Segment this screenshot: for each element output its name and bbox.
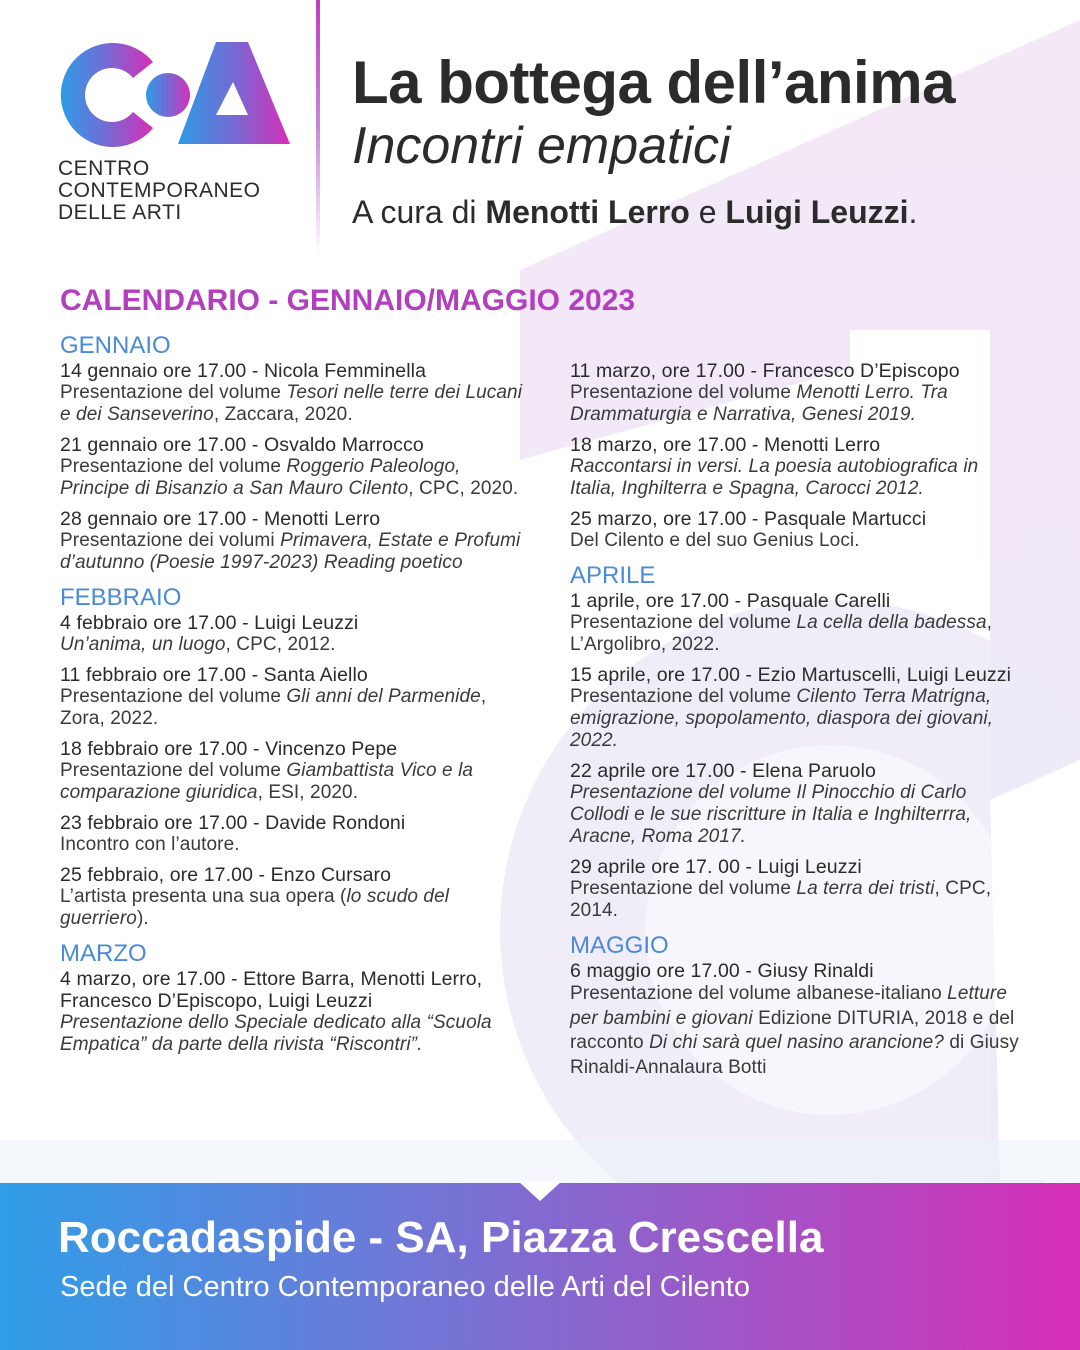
calendar-column-right — [570, 360, 1020, 1088]
event-item — [60, 434, 530, 500]
curators-line — [352, 192, 955, 232]
venue-subtitle: Sede del Centro Contemporaneo delle Arti del Cilento — [60, 1271, 750, 1303]
event-description: Incontro con l’autore. — [60, 834, 240, 855]
event-item — [570, 856, 1020, 922]
event-item — [570, 360, 1020, 426]
event-description: Presentazione dello Speciale dedicato alla “Scuola Empatica” da parte della rivista “Riscontri”. — [60, 1012, 492, 1055]
event-description: Presentazione del volume Roggerio Paleologo, Principe di Bisanzio a San Mauro Cilento, CPC, 2020. — [60, 456, 519, 499]
month-heading-gennaio: GENNAIO — [60, 332, 171, 359]
event-item — [570, 590, 1020, 656]
event-title: 1 aprile, ore 17.00 - Pasquale Carelli — [570, 590, 891, 612]
event-title: 18 febbraio ore 17.00 - Vincenzo Pepe — [60, 738, 398, 760]
footer-notch-arrow-icon — [518, 1181, 562, 1201]
event-item — [60, 360, 530, 426]
event-description: Presentazione del volume Il Pinocchio di Carlo Collodi e le sue riscritture in Italia e Inghilterrra, Aracne, Roma 2017. — [570, 782, 972, 847]
event-title: 6 maggio ore 17.00 - Giusy Rinaldi — [570, 960, 874, 982]
header — [352, 50, 955, 232]
event-item — [60, 812, 530, 856]
event-title: 25 marzo, ore 17.00 - Pasquale Martucci — [570, 508, 927, 530]
logo-line-3: DELLE ARTI — [58, 201, 182, 224]
event-description: Presentazione del volume La cella della badessa, L’Argolibro, 2022. — [570, 612, 993, 655]
event-item — [60, 968, 530, 1056]
event-title: 18 marzo, ore 17.00 - Menotti Lerro — [570, 434, 881, 456]
event-description: L’artista presenta una sua opera (lo scudo del guerriero). — [60, 886, 450, 929]
curator-name: Luigi Leuzzi — [725, 194, 909, 230]
month-heading-maggio: MAGGIO — [570, 932, 669, 959]
event-title: 22 aprile ore 17.00 - Elena Paruolo — [570, 760, 876, 782]
logo-line-1: CENTRO — [58, 157, 150, 180]
event-item — [570, 960, 1020, 1080]
month-heading-marzo: MARZO — [60, 940, 147, 967]
calendar-column-left — [60, 332, 530, 1064]
event-title: 11 marzo, ore 17.00 - Francesco D’Episcopo — [570, 360, 960, 382]
cca-logo — [58, 40, 298, 224]
curators-suffix: . — [908, 194, 918, 230]
month-heading-aprile: APRILE — [570, 562, 656, 589]
event-item — [60, 738, 530, 804]
event-item — [570, 508, 1020, 552]
venue-title: Roccadaspide - SA, Piazza Crescella — [58, 1213, 824, 1262]
event-title: 25 febbraio, ore 17.00 - Enzo Cursaro — [60, 864, 392, 886]
logo-line-2: CONTEMPORANEO — [58, 179, 261, 202]
page-subtitle: Incontri empatici — [352, 117, 731, 175]
event-title: 29 aprile ore 17. 00 - Luigi Leuzzi — [570, 856, 862, 878]
event-description: Un’anima, un luogo, CPC, 2012. — [60, 634, 336, 655]
vertical-divider — [316, 0, 320, 255]
calendar-title: CALENDARIO - GENNAIO/MAGGIO 2023 — [60, 284, 636, 317]
event-title: 15 aprile, ore 17.00 - Ezio Martuscelli, Luigi Leuzzi — [570, 664, 1012, 686]
event-item — [60, 612, 530, 656]
event-title: 11 febbraio ore 17.00 - Santa Aiello — [60, 664, 368, 686]
month-heading-febbraio: FEBBRAIO — [60, 584, 182, 611]
event-description: Presentazione dei volumi Primavera, Estate e Profumi d’autunno (Poesie 1997-2023) Reading poetico — [60, 530, 521, 573]
event-title: 23 febbraio ore 17.00 - Davide Rondoni — [60, 812, 406, 834]
event-description: Presentazione del volume Gli anni del Parmenide, Zora, 2022. — [60, 686, 487, 729]
event-description: Presentazione del volume Tesori nelle terre dei Lucani e dei Sanseverino, Zaccara, 2020. — [60, 382, 523, 425]
curator-name: Menotti Lerro — [485, 194, 690, 230]
event-item — [60, 508, 530, 574]
event-description: Presentazione del volume Menotti Lerro. Tra Drammaturgia e Narrativa, Genesi 2019. — [570, 382, 948, 425]
curators-joiner: e — [689, 194, 726, 230]
event-title: 4 febbraio ore 17.00 - Luigi Leuzzi — [60, 612, 359, 634]
footer-banner — [0, 1183, 1080, 1350]
event-item — [60, 664, 530, 730]
event-description: Presentazione del volume albanese-italiano Letture per bambini e giovani Edizione DITURIA, 2018 e del racconto Di chi sarà quel nasino arancione? di Giusy Rinaldi-Annalaura Botti — [570, 983, 1019, 1078]
event-description: Presentazione del volume La terra dei tristi, CPC, 2014. — [570, 878, 992, 921]
curators-prefix: A cura di — [352, 194, 486, 230]
event-description: Del Cilento e del suo Genius Loci. — [570, 530, 860, 551]
event-title: 28 gennaio ore 17.00 - Menotti Lerro — [60, 508, 381, 530]
page-title: La bottega dell’anima — [352, 49, 955, 116]
event-title: 14 gennaio ore 17.00 - Nicola Femminella — [60, 360, 427, 382]
event-description: Raccontarsi in versi. La poesia autobiografica in Italia, Inghilterra e Spagna, Carocci 2012. — [570, 456, 979, 499]
event-title: 21 gennaio ore 17.00 - Osvaldo Marrocco — [60, 434, 424, 456]
event-item — [570, 664, 1020, 752]
event-title: 4 marzo, ore 17.00 - Ettore Barra, Menotti Lerro, Francesco D’Episcopo, Luigi Leuzzi — [60, 968, 483, 1012]
event-description: Presentazione del volume Giambattista Vico e la comparazione giuridica, ESI, 2020. — [60, 760, 474, 803]
event-item — [570, 760, 1020, 848]
event-description: Presentazione del volume Cilento Terra Matrigna, emigrazione, spopolamento, diaspora dei giovani, 2022. — [570, 686, 994, 751]
event-item — [570, 434, 1020, 500]
cca-logo-mark-icon — [58, 40, 290, 150]
event-item — [60, 864, 530, 930]
